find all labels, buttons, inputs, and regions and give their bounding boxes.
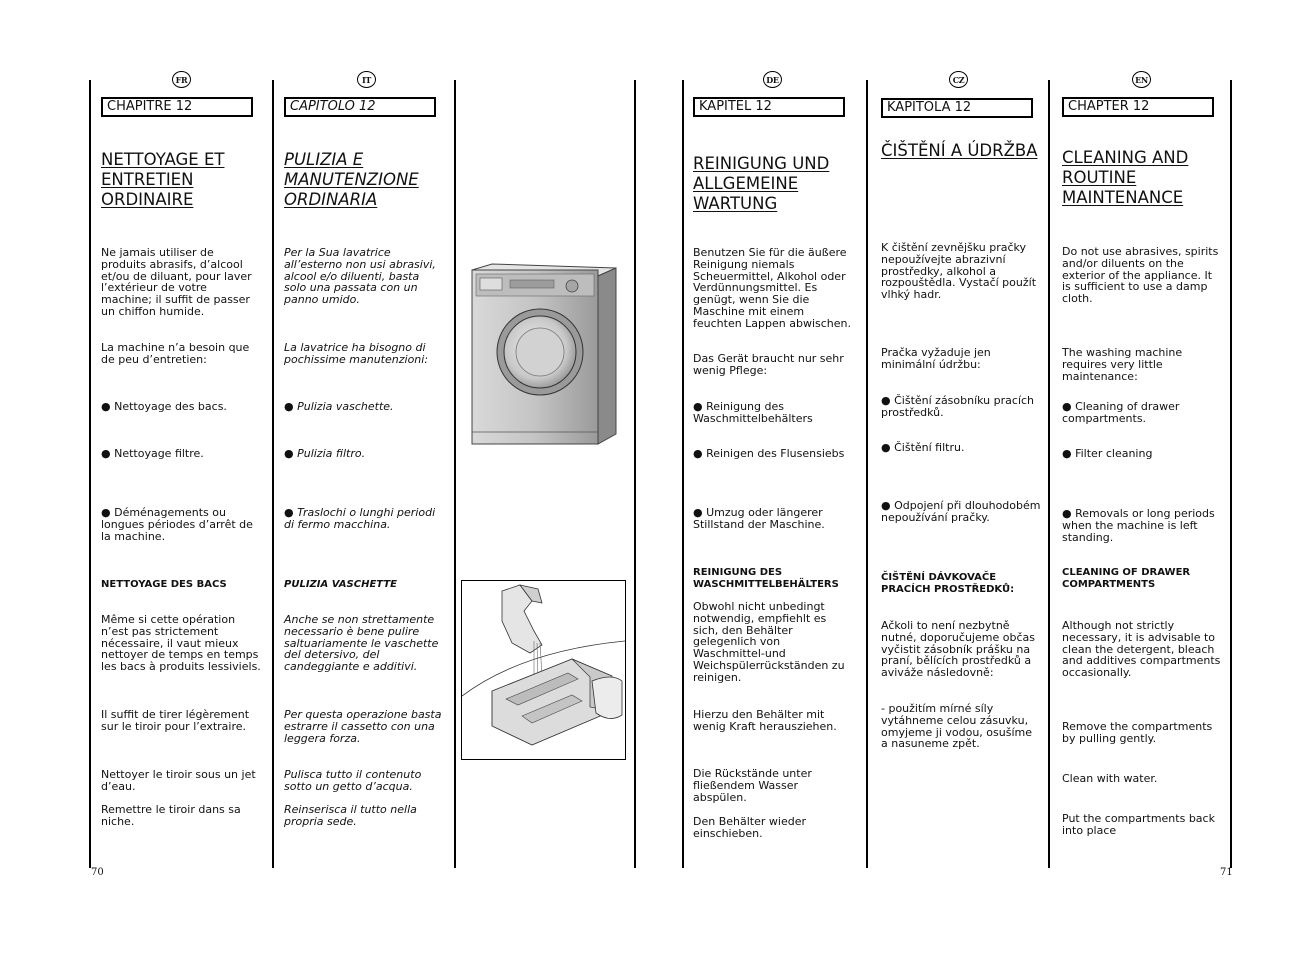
subheading: CLEANING OF DRAWER COMPARTMENTS <box>1062 567 1191 590</box>
bullet-item: ● Nettoyage filtre. <box>101 447 204 460</box>
paragraph: Hierzu den Behälter mit wenig Kraft herausziehen. <box>693 708 837 733</box>
bullet-item: ● Traslochi o lunghi periodi di fermo macchina. <box>284 506 436 531</box>
paragraph: Pulisca tutto il contenuto sotto un getto d’acqua. <box>284 768 422 793</box>
language-badge-en: EN <box>1132 71 1151 88</box>
paragraph: Per la Sua lavatrice all’esterno non usi abrasivi, alcool e/o diluenti, basta solo una passata con un panno umido. <box>284 246 436 307</box>
washing-machine-illustration <box>470 262 618 454</box>
column-en <box>1052 0 1221 954</box>
drawer-cleaning-illustration <box>461 580 626 760</box>
bullet-item: ● Čištění zásobníku pracích prostředků. <box>881 394 1035 419</box>
paragraph: Remettre le tiroir dans sa niche. <box>101 803 241 828</box>
paragraph: Il suffit de tirer légèrement sur le tiroir pour l’extraire. <box>101 708 250 733</box>
chapter-heading: CHAPTER 12 <box>1062 97 1214 117</box>
column-divider <box>866 80 868 868</box>
page-number-right: 71 <box>1220 867 1233 878</box>
language-badge-cz: CZ <box>949 71 968 88</box>
paragraph: Do not use abrasives, spirits and/or diluents on the exterior of the appliance. It is sufficient to use a damp cloth. <box>1062 245 1219 306</box>
bullet-item: ● Odpojení při dlouhodobém nepoužívání pračky. <box>881 499 1041 524</box>
bullet-item: ● Cleaning of drawer compartments. <box>1062 400 1180 425</box>
paragraph: Although not strictly necessary, it is advisable to clean the detergent, bleach and additives compartments occasionally. <box>1062 619 1221 680</box>
column-cz <box>871 0 1041 954</box>
paragraph: La machine n’a besoin que de peu d’entretien: <box>101 341 250 366</box>
paragraph: Reinserisca il tutto nella propria sede. <box>284 803 417 828</box>
bullet-item: ● Déménagements ou longues périodes d’arrêt de la machine. <box>101 506 253 543</box>
section-title: CLEANING AND ROUTINE MAINTENANCE <box>1062 148 1189 207</box>
paragraph: Ačkoli to není nezbytně nutné, doporučujeme občas vyčistit zásobník prášku na praní, bělících prostředků a aviváže následovně: <box>881 619 1035 680</box>
section-title: NETTOYAGE ET ENTRETIEN ORDINAIRE <box>101 150 225 209</box>
paragraph: Ne jamais utiliser de produits abrasifs, d’alcool et/ou de diluant, pour laver l’extérieur de votre machine; il suffit de passer un chiffon humide. <box>101 246 252 318</box>
bullet-item: ● Čištění filtru. <box>881 441 965 454</box>
chapter-heading: CAPITOLO 12 <box>284 97 436 117</box>
bullet-item: ● Pulizia filtro. <box>284 447 366 460</box>
paragraph: K čištění zevnějšku pračky nepoužívejte abrazivní prostředky, alkohol a rozpouštědla. Vystačí použít vlhký hadr. <box>881 241 1037 302</box>
paragraph: Die Rückstände unter fließendem Wasser abspülen. <box>693 767 812 804</box>
paragraph: Pračka vyžaduje jen minimální údržbu: <box>881 346 991 371</box>
paragraph: Den Behälter wieder einschieben. <box>693 815 806 840</box>
paragraph: Per questa operazione basta estrarre il cassetto con una leggera forza. <box>284 708 442 745</box>
bullet-item: ● Nettoyage des bacs. <box>101 400 227 413</box>
section-title: ČIŠTĚNÍ A ÚDRŽBA <box>881 141 1038 160</box>
paragraph: La lavatrice ha bisogno di pochissime manutenzioni: <box>284 341 429 366</box>
paragraph: Das Gerät braucht nur sehr wenig Pflege: <box>693 352 844 377</box>
paragraph: The washing machine requires very little maintenance: <box>1062 346 1183 383</box>
bullet-item: ● Reinigen des Flusensiebs <box>693 447 845 460</box>
paragraph: Nettoyer le tiroir sous un jet d’eau. <box>101 768 256 793</box>
column-divider <box>454 80 456 868</box>
subheading: REINIGUNG DES WASCHMITTELBEHÄLTERS <box>693 567 839 590</box>
bullet-item: ● Umzug oder längerer Stillstand der Maschine. <box>693 506 825 531</box>
language-badge-it: IT <box>357 71 376 88</box>
paragraph: Obwohl nicht unbedingt notwendig, empfiehlt es sich, den Behälter gelegenlich von Waschmittel-und Weichspülerrückständen zu reinigen. <box>693 600 845 684</box>
chapter-heading: CHAPITRE 12 <box>101 97 253 117</box>
language-badge-de: DE <box>763 71 782 88</box>
column-divider <box>1048 80 1050 868</box>
chapter-heading: KAPITEL 12 <box>693 97 845 117</box>
column-fr <box>91 0 261 954</box>
bullet-item: ● Removals or long periods when the machine is left standing. <box>1062 507 1215 544</box>
chapter-heading: KAPITOLA 12 <box>881 98 1033 118</box>
language-badge-fr: FR <box>172 71 191 88</box>
section-title: PULIZIA E MANUTENZIONE ORDINARIA <box>284 150 419 209</box>
bullet-item: ● Filter cleaning <box>1062 447 1153 460</box>
bullet-item: ● Pulizia vaschette. <box>284 400 394 413</box>
paragraph: - použitím mírné síly vytáhneme celou zásuvku, omyjeme ji vodou, osušíme a nasuneme zpět. <box>881 702 1032 751</box>
subheading: PULIZIA VASCHETTE <box>284 579 397 590</box>
column-divider <box>634 80 636 868</box>
column-divider <box>1230 80 1232 868</box>
paragraph: Clean with water. <box>1062 772 1158 785</box>
subheading: ČIŠTĚNÍ DÁVKOVAČE PRACÍCH PROSTŘEDKŮ: <box>881 572 1015 595</box>
column-de <box>683 0 852 954</box>
paragraph: Anche se non strettamente necessario è bene pulire saltuariamente le vaschette del detersivo, del candeggiante e additivi. <box>284 613 439 674</box>
bullet-item: ● Reinigung des Waschmittelbehälters <box>693 400 813 425</box>
paragraph: Benutzen Sie für die äußere Reinigung niemals Scheuermittel, Alkohol oder Verdünnungsmittel. Es genügt, wenn Sie die Maschine mit einem feuchten Lappen abwischen. <box>693 246 852 330</box>
column-it <box>274 0 442 954</box>
paragraph: Put the compartments back into place <box>1062 812 1215 837</box>
page-number-left: 70 <box>91 867 104 878</box>
paragraph: Même si cette opération n’est pas strictement nécessaire, il vaut mieux nettoyer de temps en temps les bacs à produits lessiviels. <box>101 613 261 674</box>
section-title: REINIGUNG UND ALLGEMEINE WARTUNG <box>693 154 830 213</box>
paragraph: Remove the compartments by pulling gently. <box>1062 720 1213 745</box>
subheading: NETTOYAGE DES BACS <box>101 579 227 590</box>
